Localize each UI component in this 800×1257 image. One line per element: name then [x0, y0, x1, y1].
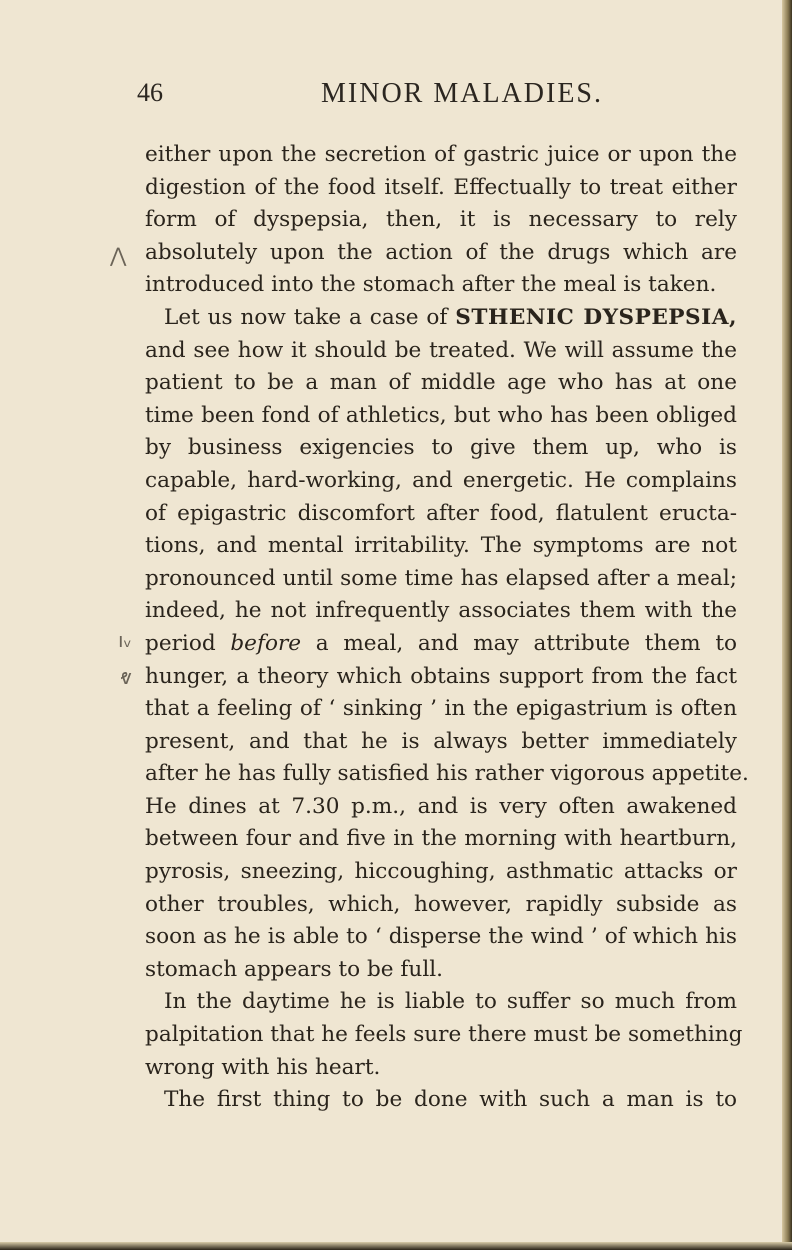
text-line: In the daytime he is liable to suffer so much from [164, 989, 737, 1015]
page-bottom-shadow [0, 1242, 792, 1250]
text-span: Let us now take a case of [164, 304, 456, 330]
margin-annotation: ıᵥ [118, 628, 132, 652]
text-line: tions, and mental irritability. The symptoms are not [145, 533, 737, 559]
text-line: either upon the secretion of gastric juice or upon the [145, 142, 737, 167]
text-line: The first thing to be done with such a man is to [164, 1087, 737, 1113]
text-line [145, 302, 737, 335]
text-line: pronounced until some time has elapsed after a meal; [145, 565, 737, 591]
text-line: hunger, a theory which obtains support from the fact [145, 663, 737, 689]
margin-annotation: ⱴ [120, 665, 132, 689]
text-line: He dines at 7.30 p.m., and is very often awakened [145, 793, 737, 819]
text-span: a meal, and may attribute them to [301, 630, 737, 656]
page-header [137, 78, 745, 118]
text-line: time been fond of athletics, but who has been obliged [145, 402, 737, 428]
text-line: capable, hard-working, and energetic. He complains [145, 467, 737, 493]
text-line: digestion of the food itself. Effectually to treat either [145, 174, 737, 200]
margin-annotation: ⋀ [110, 243, 127, 267]
running-title: MINOR MALADIES. [321, 78, 603, 109]
text-span: period [145, 630, 231, 656]
text-line: palpitation that he feels sure there must be something [145, 1022, 743, 1048]
text-line: after he has fully satisfied his rather vigorous appetite. [145, 761, 749, 787]
text-line: wrong with his heart. [145, 1054, 381, 1080]
text-line: patient to be a man of middle age who has at one [145, 370, 737, 396]
page-number: 46 [137, 78, 163, 107]
text-line: form of dyspepsia, then, it is necessary to rely [145, 207, 737, 233]
text-line: stomach appears to be full. [145, 956, 444, 982]
text-line [145, 628, 737, 661]
text-line: between four and five in the morning with heartburn, [145, 826, 737, 852]
text-line: that a feeling of ‘ sinking ’ in the epigastrium is often [145, 696, 737, 722]
section-term: STHENIC DYSPEPSIA, [455, 304, 737, 330]
text-line: of epigastric discomfort after food, flatulent eructa- [145, 500, 737, 526]
body-text [145, 139, 749, 1117]
page-edge-shadow [782, 0, 792, 1250]
text-line: soon as he is able to ‘ disperse the wind ’ of which his [145, 924, 737, 950]
text-line: introduced into the stomach after the meal is taken. [145, 272, 717, 298]
text-line: indeed, he not infrequently associates them with the [145, 598, 737, 624]
text-line: and see how it should be treated. We will assume the [145, 337, 737, 363]
text-line: other troubles, which, however, rapidly subside as [145, 891, 737, 917]
text-line: by business exigencies to give them up, who is [145, 435, 737, 461]
text-line: absolutely upon the action of the drugs which are [145, 239, 737, 265]
emphasis-text: before [230, 630, 302, 656]
text-line: pyrosis, sneezing, hiccoughing, asthmatic attacks or [145, 859, 737, 885]
text-line: present, and that he is always better immediately [145, 728, 737, 754]
